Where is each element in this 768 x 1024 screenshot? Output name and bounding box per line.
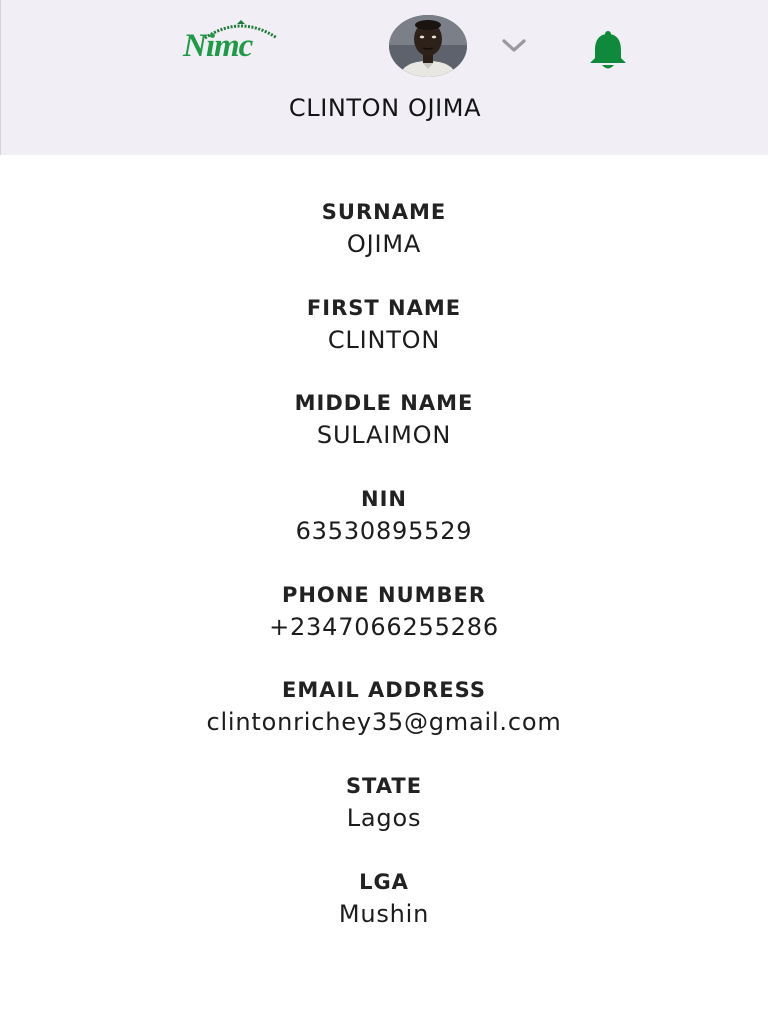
profile-details xyxy=(0,197,768,963)
field-value: Mushin xyxy=(338,899,430,928)
bell-icon xyxy=(586,30,630,72)
field-middle-name xyxy=(0,388,768,484)
chevron-down-icon xyxy=(501,38,527,54)
field-label: STATE xyxy=(345,774,423,799)
field-nin xyxy=(0,484,768,580)
avatar-portrait-icon xyxy=(389,15,467,77)
field-value: +2347066255286 xyxy=(269,612,499,641)
field-value: CLINTON xyxy=(327,325,441,354)
field-lga xyxy=(0,867,768,963)
field-email-address xyxy=(0,675,768,771)
field-label: MIDDLE NAME xyxy=(294,391,474,416)
field-first-name xyxy=(0,293,768,389)
notifications-button[interactable] xyxy=(586,30,630,72)
user-full-name: CLINTON OJIMA xyxy=(288,94,482,122)
field-value: clintonrichey35@gmail.com xyxy=(206,708,562,737)
avatar[interactable] xyxy=(389,15,467,77)
field-value: Lagos xyxy=(346,804,422,833)
logo-text: Nimc xyxy=(183,28,253,64)
field-state xyxy=(0,771,768,867)
field-label: FIRST NAME xyxy=(306,295,462,320)
field-surname xyxy=(0,197,768,293)
field-phone-number xyxy=(0,580,768,676)
field-label: PHONE NUMBER xyxy=(281,582,487,607)
profile-dropdown-toggle[interactable] xyxy=(501,38,527,54)
nimc-logo[interactable] xyxy=(183,20,283,70)
field-label: EMAIL ADDRESS xyxy=(282,678,486,703)
field-value: 63530895529 xyxy=(295,517,473,546)
field-value: SULAIMON xyxy=(316,421,452,450)
field-label: LGA xyxy=(359,869,409,894)
field-label: SURNAME xyxy=(321,200,447,224)
field-value: OJIMA xyxy=(346,230,422,258)
field-label: NIN xyxy=(361,487,407,512)
app-header xyxy=(0,0,768,155)
